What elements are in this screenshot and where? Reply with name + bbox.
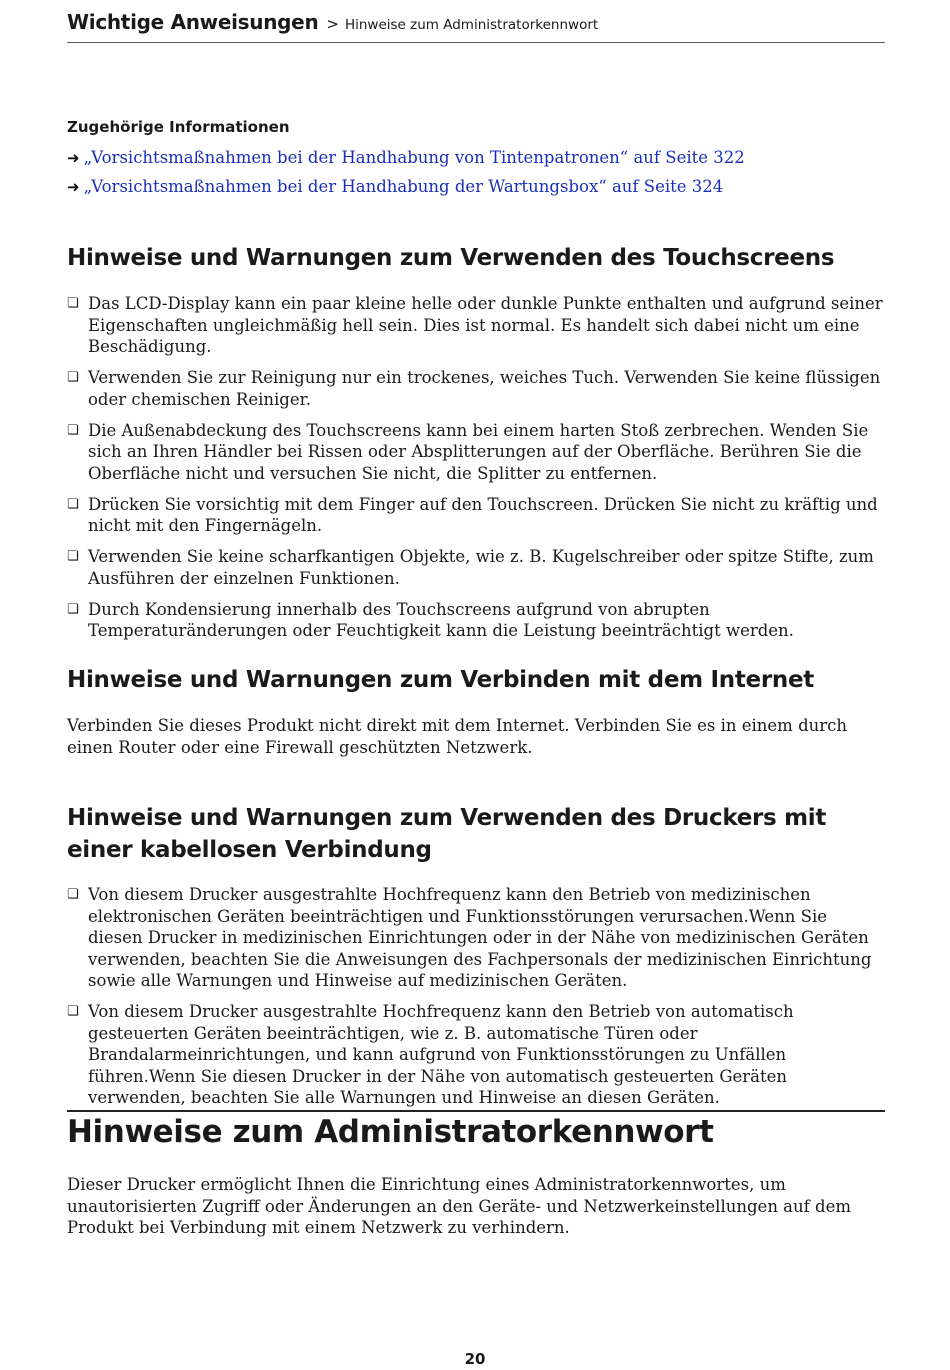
list-item-text: Die Außenabdeckung des Touchscreens kann bei einem harten Stoß zerbrechen. Wenden Sie sich an Ihren Händler bei Rissen oder Absplitterungen auf der Oberfläche. Berühren Sie die Oberfläche nicht und versuchen Sie nicht, die Splitter zu entfernen. (88, 420, 869, 483)
list-item (67, 293, 885, 358)
page-title: Hinweise zum Administratorkennwort (67, 1114, 714, 1150)
related-link-maintenance-box[interactable] (67, 177, 723, 196)
list-item-text: Durch Kondensierung innerhalb des Touchscreens aufgrund von abrupten Temperaturänderungen oder Feuchtigkeit kann die Leistung beeinträchtigt werden. (88, 599, 794, 640)
list-item-text: Von diesem Drucker ausgestrahlte Hochfrequenz kann den Betrieb von medizinischen elektronischen Geräten beeinträchtigen und Funktionsstörungen verursachen.Wenn Sie diesen Drucker in medizinischen Einrichtungen oder in der Nähe von medizinischen Geräten verwenden, beachten Sie die Anweisungen des Fachpersonals der medizinischen Einrichtung sowie alle Warnungen und Hinweise auf medizinischen Geräten. (88, 885, 872, 990)
list-item-text: Von diesem Drucker ausgestrahlte Hochfrequenz kann den Betrieb von automatisch gesteuerten Geräten beeinträchtigen, wie z. B. automatische Türen oder Brandalarmeinrichtungen, und kann aufgrund von Funktionsstörungen zu Unfällen führen.Wenn Sie diesen Drucker in der Nähe von automatisch gesteuerten Geräten verwenden, beachten Sie alle Warnungen und Hinweise an diesen Geräten. (88, 1002, 794, 1107)
related-link-text[interactable]: „Vorsichtsmaßnahmen bei der Handhabung von Tintenpatronen“ auf Seite 322 (83, 148, 745, 167)
page-number: 20 (464, 1350, 486, 1368)
list-item (67, 884, 885, 992)
arrow-right-icon: ➜ (67, 149, 80, 167)
list-item (67, 494, 885, 537)
list-item (67, 546, 885, 589)
list-item (67, 420, 885, 485)
checkbox-icon: ❏ (67, 887, 79, 902)
section-heading-touchscreen: Hinweise und Warnungen zum Verwenden des Touchscreens (67, 245, 835, 271)
list-item (67, 599, 885, 642)
wireless-list (67, 884, 885, 1118)
touchscreen-list (67, 293, 885, 651)
related-link-text[interactable]: „Vorsichtsmaßnahmen bei der Handhabung der Wartungsbox“ auf Seite 324 (83, 177, 724, 196)
internet-paragraph: Verbinden Sie dieses Produkt nicht direkt mit dem Internet. Verbinden Sie es in einem durch einen Router oder eine Firewall geschützten Netzwerk. (67, 716, 848, 757)
checkbox-icon: ❏ (67, 1004, 79, 1019)
section-heading-internet: Hinweise und Warnungen zum Verbinden mit dem Internet (67, 667, 814, 693)
arrow-right-icon: ➜ (67, 178, 80, 196)
list-item-text: Verwenden Sie zur Reinigung nur ein trockenes, weiches Tuch. Verwenden Sie keine flüssigen oder chemischen Reiniger. (88, 368, 881, 409)
list-item-text: Das LCD-Display kann ein paar kleine helle oder dunkle Punkte enthalten und aufgrund seiner Eigenschaften ungleichmäßig hell sein. Dies ist normal. Es handelt sich dabei nicht um eine Beschädigung. (88, 294, 883, 356)
checkbox-icon: ❏ (67, 370, 79, 385)
related-link-ink-cartridges[interactable] (67, 148, 745, 167)
list-item (67, 1001, 885, 1109)
checkbox-icon: ❏ (67, 549, 79, 564)
breadcrumb (67, 10, 885, 43)
list-item (67, 367, 885, 410)
list-item-text: Drücken Sie vorsichtig mit dem Finger auf den Touchscreen. Drücken Sie nicht zu kräftig und nicht mit den Fingernägeln. (88, 494, 878, 535)
admin-paragraph: Dieser Drucker ermöglicht Ihnen die Einrichtung eines Administratorkennwortes, um unautorisierten Zugriff oder Änderungen an den Geräte- und Netzwerkeinstellungen auf dem Produkt bei Verbindung mit einem Netzwerk zu verhindern. (67, 1175, 851, 1237)
related-info-title: Zugehörige Informationen (67, 118, 290, 136)
checkbox-icon: ❏ (67, 496, 79, 512)
checkbox-icon: ❏ (67, 296, 79, 311)
breadcrumb-section[interactable]: Wichtige Anweisungen (67, 10, 319, 34)
checkbox-icon: ❏ (67, 422, 79, 438)
section-heading-wireless: Hinweise und Warnungen zum Verwenden des Druckers mit einer kabellosen Verbindung (67, 805, 827, 863)
breadcrumb-separator: > (326, 15, 339, 33)
checkbox-icon: ❏ (67, 601, 79, 617)
list-item-text: Verwenden Sie keine scharfkantigen Objekte, wie z. B. Kugelschreiber oder spitze Stifte, zum Ausführen der einzelnen Funktionen. (88, 547, 874, 588)
breadcrumb-subsection[interactable]: Hinweise zum Administratorkennwort (344, 17, 599, 33)
